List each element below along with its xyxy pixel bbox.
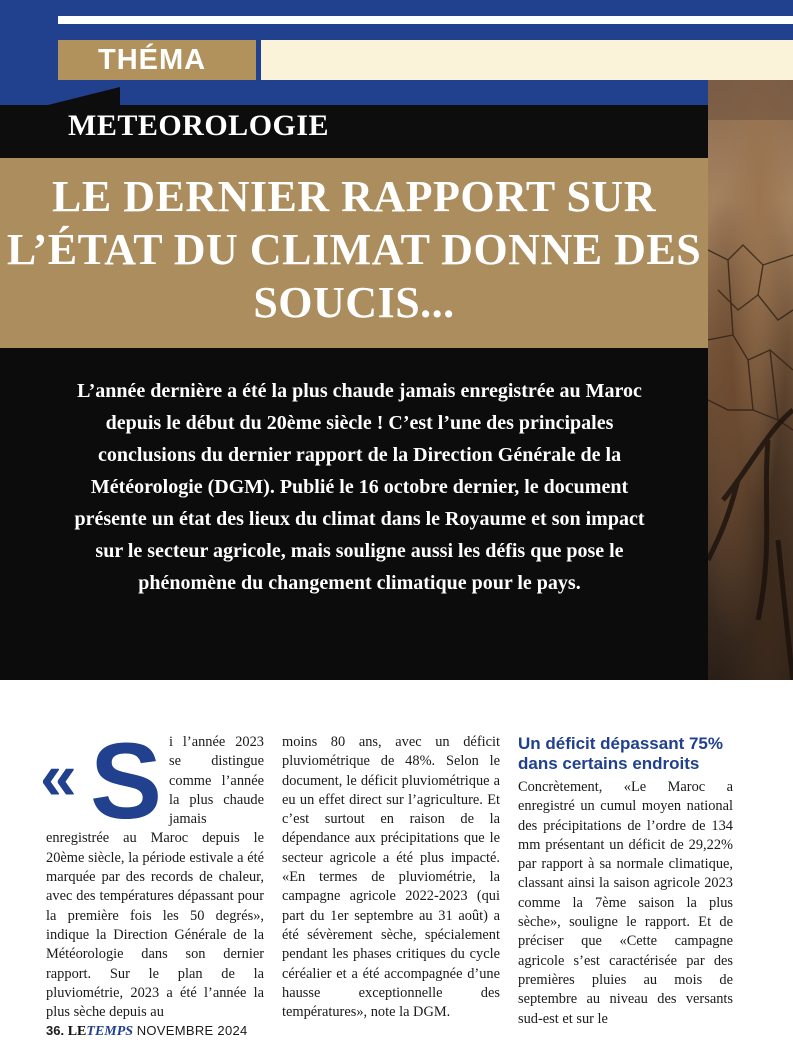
column-3-text: Concrètement, «Le Maroc a enregistré un cumul moyen national des précipitations de l’ordre de 134 mm présentant un déficit de 29,22% par rapport à sa normale climatique, classant ainsi la saison agricole 2023 comme la 7ème saison la plus sèche», souligne le rapport. Et de préciser que «Cette campagne agricole s’est caractérisée par des premières pluies au mois de septembre au niveau des versants sud-est et sur le [518,779,733,1027]
article-column-1 [40,720,264,1022]
section-strip [261,40,793,80]
brand-le: LE [67,1024,87,1039]
banner-divider [58,16,793,24]
headline-panel [0,158,708,348]
brand-temps: TEMPS [86,1024,134,1039]
article-subheading: Un déficit dépassant 75% dans certains endroits [518,734,724,773]
page-number: 36. [46,1023,65,1038]
article-column-3 [518,733,733,1029]
column-2-text: moins 80 ans, avec un déficit pluviométrique de 48%. Selon le document, le déficit pluviométrique a eu un effet direct sur l’agriculture. Et c’est surtout en raison de la dépendance aux précipitations que le secteur agricole a été plus impacté. «En termes de pluviométrie, la campagne agricole 2022-2023 (qui part du 1er septembre au 31 août) a été sévèrement sèche, spécialement pendant les phases critiques du cycle céréalier et a été accompagnée d’une hausse exceptionnelle des températures», note la DGM. [282,734,500,1021]
section-label-text: THÉMA [98,44,207,76]
page-footer [46,1023,248,1040]
dropcap-letter: S [90,720,163,841]
dropcap-quote: « [40,739,77,813]
lead-panel [0,348,708,680]
article-headline: LE DERNIER RAPPORT SUR L’ÉTAT DU CLIMAT DONNE DES SOUCIS... [6,172,702,327]
issue-date: NOVEMBRE 2024 [136,1023,248,1038]
dropcap [40,720,165,841]
article-lead: L’année dernière a été la plus chaude jamais enregistrée au Maroc depuis le début du 20ème siècle ! C’est l’une des principales conclusions du dernier rapport de la Direction Générale de la Météorologie (DGM). Publié le 16 octobre dernier, le document présente un état des lieux du climat dans le Royaume et son impact sur le secteur agricole, mais souligne aussi les défis que pose le phénomène du changement climatique pour le pays. [74,380,645,594]
category-bar [0,105,708,158]
photo-texture [708,80,793,680]
article-column-2 [282,733,500,1022]
column-1-text: i l’année 2023 se distingue comme l’année la plus chaude jamais enregistrée au Maroc depuis le 20ème siècle, la période estivale a été marquée par des records de chaleur, avec des températures dépassant pour la première fois les 50 degrés», indique la Direction Générale de la Météorologie dans son dernier rapport. Sur le plan de la pluviométrie, 2023 a été l’année la plus sèche depuis au [46,734,264,1021]
section-label [58,40,256,80]
category-title: METEOROLOGIE [68,109,330,142]
cracked-earth-photo [708,80,793,680]
